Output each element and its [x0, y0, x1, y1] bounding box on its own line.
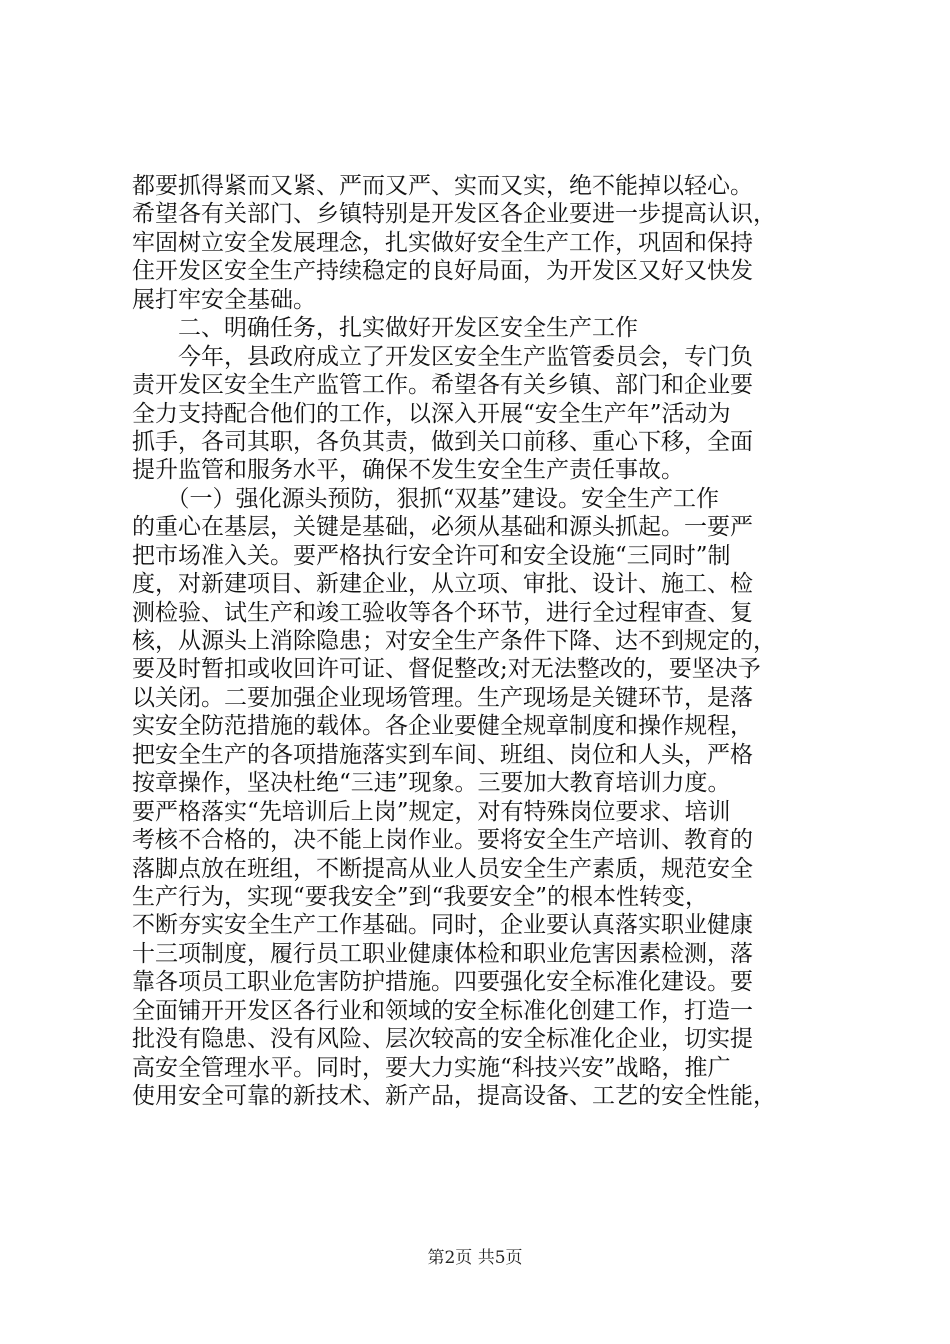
- text-line: 把市场准入关。要严格执行安全许可和安全设施“三同时”制: [132, 542, 731, 569]
- text-line: 二、明确任务，扎实做好开发区安全生产工作: [132, 315, 638, 342]
- text-line: 抓手，各司其职，各负其责，做到关口前移、重心下移，全面: [132, 428, 753, 455]
- text-line: 度，对新建项目、新建企业，从立项、审批、设计、施工、检: [132, 571, 753, 598]
- text-line: 测检验、试生产和竣工验收等各个环节，进行全过程审查、复: [132, 599, 753, 626]
- text-line: 全面铺开开发区各行业和领域的安全标准化创建工作，打造一: [132, 997, 753, 1024]
- text-line: 按章操作，坚决杜绝“三违”现象。三要加大教育培训力度。: [132, 770, 731, 797]
- text-line: 考核不合格的，决不能上岗作业。要将安全生产培训、教育的: [132, 827, 753, 854]
- text-line: 提升监管和服务水平，确保不发生安全生产责任事故。: [132, 457, 684, 484]
- text-line: 核，从源头上消除隐患；对安全生产条件下降、达不到规定的，: [132, 628, 776, 654]
- text-line: 使用安全可靠的新技术、新产品，提高设备、工艺的安全性能，: [132, 1083, 776, 1109]
- text-line: 都要抓得紧而又紧、严而又严、实而又实，绝不能掉以轻心。: [132, 173, 753, 199]
- text-line: 责开发区安全生产监管工作。希望各有关乡镇、部门和企业要: [132, 372, 753, 399]
- text-line: 牢固树立安全发展理念，扎实做好安全生产工作，巩固和保持: [132, 229, 753, 256]
- text-line: 今年，县政府成立了开发区安全生产监管委员会，专门负: [132, 343, 753, 370]
- text-line: 批没有隐患、没有风险、层次较高的安全标准化企业，切实提: [132, 1026, 753, 1053]
- text-line: 把安全生产的各项措施落实到车间、班组、岗位和人头，严格: [132, 741, 753, 768]
- body-text: [132, 172, 832, 1110]
- text-line: 不断夯实安全生产工作基础。同时，企业要认真落实职业健康: [132, 912, 753, 939]
- page-footer: 第2页 共5页: [427, 1248, 523, 1268]
- text-line: 实安全防范措施的载体。各企业要健全规章制度和操作规程，: [132, 713, 753, 740]
- text-line: 展打牢安全基础。: [132, 286, 316, 313]
- text-line: 靠各项员工职业危害防护措施。四要强化安全标准化建设。要: [132, 969, 753, 996]
- text-line: 要及时暂扣或收回许可证、督促整改;对无法整改的，要坚决予: [132, 656, 761, 683]
- text-line: 住开发区安全生产持续稳定的良好局面，为开发区又好又快发: [132, 258, 753, 285]
- text-line: 生产行为，实现“要我安全”到“我要安全”的根本性转变，: [132, 883, 709, 910]
- text-line: 十三项制度，履行员工职业健康体检和职业危害因素检测，落: [132, 940, 753, 967]
- text-line: 落脚点放在班组，不断提高从业人员安全生产素质，规范安全: [132, 855, 753, 882]
- text-line: （一）强化源头预防，狠抓“双基”建设。安全生产工作: [132, 485, 720, 512]
- text-line: 的重心在基层，关键是基础，必须从基础和源头抓起。一要严: [132, 514, 753, 541]
- text-line: 以关闭。二要加强企业现场管理。生产现场是关键环节，是落: [132, 684, 753, 711]
- text-line: 全力支持配合他们的工作，以深入开展“安全生产年”活动为: [132, 400, 731, 427]
- text-line: 高安全管理水平。同时，要大力实施“科技兴安”战略，推广: [132, 1054, 731, 1081]
- text-line: 要严格落实“先培训后上岗”规定，对有特殊岗位要求、培训: [132, 798, 731, 825]
- text-line: 希望各有关部门、乡镇特别是开发区各企业要进一步提高认识，: [132, 201, 776, 228]
